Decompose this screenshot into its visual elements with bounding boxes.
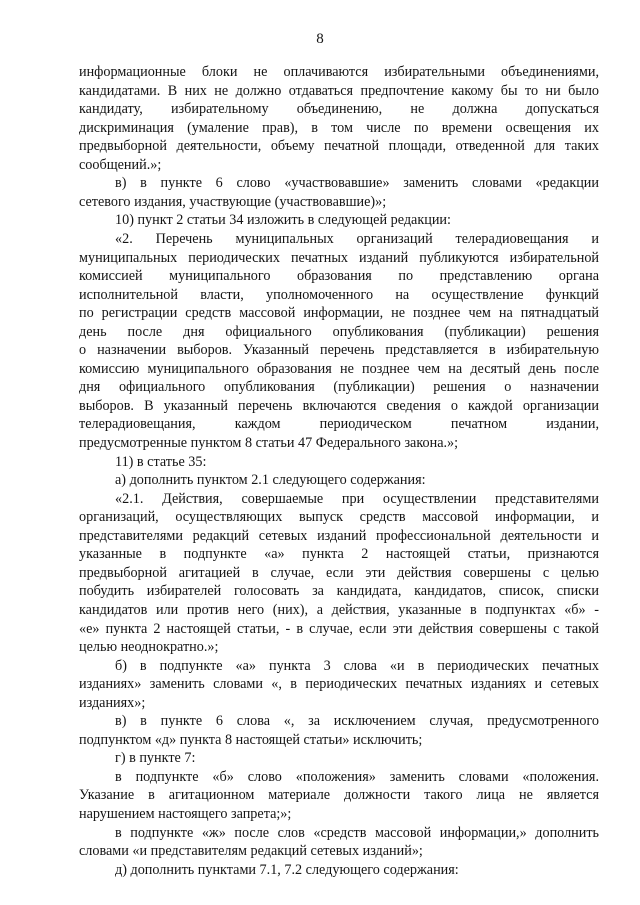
text-line: подпунктом «д» пункта 8 настоящей статьи» исключить; — [79, 731, 423, 748]
text-line: дня официального опубликования (публикации) решения о назначении — [79, 379, 599, 396]
text-line: в) в пункте 6 слова «, за исключением случая, предусмотренного — [115, 713, 599, 730]
text-line: день после дня официального опубликования (публикации) решения — [79, 323, 599, 340]
text-line: «е» пункта 2 настоящей статьи, - в случае, если эти действия совершены с такой — [79, 620, 599, 637]
text-line: сообщений.»; — [79, 156, 162, 173]
text-line: 10) пункт 2 статьи 34 изложить в следующей редакции: — [115, 212, 451, 229]
text-line: Указание в агитационном материале должности такого лица не является — [79, 787, 599, 804]
page-number: 8 — [316, 31, 324, 47]
text-line: предусмотренные пунктом 8 статьи 47 Федерального закона.»; — [79, 435, 459, 451]
text-line: г) в пункте 7: — [115, 750, 196, 767]
text-line: кандидатами. В них не должно отдаваться предпочтение какому бы то ни было — [79, 82, 599, 99]
text-line: комиссию муниципального образования не позднее чем на десятый день после — [79, 360, 599, 377]
text-line: в) в пункте 6 слово «участвовавшие» заменить словами «редакции — [115, 175, 599, 192]
text-line: д) дополнить пунктами 7.1, 7.2 следующего содержания: — [115, 861, 459, 878]
text-line: б) в подпункте «а» пункта 3 слова «и в периодических печатных — [115, 657, 599, 674]
text-line: по регистрации средств массовой информации, не позднее чем на пятнадцатый — [79, 305, 599, 322]
text-line: указанные в подпункте «а» пункта 2 настоящей статьи, признаются — [79, 546, 599, 563]
text-line: нарушением настоящего запрета;»; — [79, 806, 292, 822]
text-line: изданиях» заменить словами «, в периодических печатных изданиях и сетевых — [79, 676, 599, 693]
text-line: целью неоднократно.»; — [79, 639, 219, 656]
text-line: кандидату, избирательному объединению, не должна допускаться — [79, 101, 599, 118]
text-line: побудить избирателей голосовать за кандидата, кандидатов, список, списки — [79, 583, 599, 600]
text-line: информационные блоки не оплачиваются избирательными объединениями, — [79, 64, 599, 80]
text-line: дискриминация (умаление прав), в том числе по времени освещения их — [79, 119, 599, 136]
text-line: организаций, осуществляющих выпуск средств массовой информации, и — [79, 509, 599, 526]
text-line: кандидатов или против него (них), а действия, указанные в подпунктах «б» - — [79, 601, 599, 618]
text-line: а) дополнить пунктом 2.1 следующего содержания: — [115, 472, 426, 489]
text-line: муниципальных периодических печатных изданий публикуются избирательной — [79, 249, 599, 266]
text-line: в подпункте «б» слово «положения» заменить словами «положения. — [115, 768, 599, 785]
text-line: 11) в статье 35: — [115, 453, 207, 470]
text-line: в подпункте «ж» после слов «средств массовой информации,» дополнить — [115, 824, 599, 841]
text-line: словами «и представителям редакций сетевых изданий»; — [79, 843, 423, 860]
text-line: выборов. В указанный перечень включаются сведения о каждой организации — [79, 397, 599, 414]
text-line: о назначении выборов. Указанный перечень представляется в избирательную — [79, 342, 599, 359]
text-line: исполнительной власти, уполномоченного на осуществление функций — [79, 286, 599, 303]
text-line: «2. Перечень муниципальных организаций телерадиовещания и — [115, 230, 599, 247]
text-line: предвыборной деятельности, объему печатной площади, отведенной для таких — [79, 138, 599, 155]
text-line: сетевого издания, участвующие (участвовавшие)»; — [79, 193, 387, 210]
text-line: представителями редакций сетевых изданий профессиональной деятельности и — [79, 527, 599, 544]
text-line: изданиях»; — [79, 694, 146, 711]
text-line: телерадиовещания, каждом периодическом печатном издании, — [79, 416, 599, 433]
text-line: «2.1. Действия, совершаемые при осуществлении представителями — [115, 490, 599, 507]
text-line: комиссией муниципального образования по представлению органа — [79, 268, 599, 285]
text-line: предвыборной агитацией в случае, если эти действия совершены с целью — [79, 564, 599, 581]
